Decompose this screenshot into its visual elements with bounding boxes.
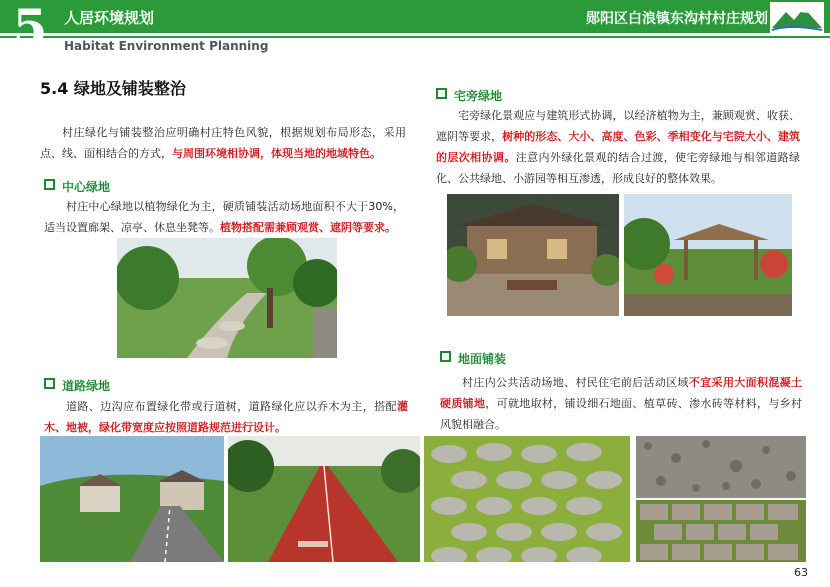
central-green-heading-text: 中心绿地 [62,180,111,194]
house-green-text-2: 注意内外绿化景观的结合过渡，使宅旁绿地与相邻道路绿化、公共绿地、小游园等相互渗透，形成良好的整体效果。 [436,151,801,185]
gravel-photo [636,436,806,498]
intro-paragraph [40,122,406,164]
grass-paver-photo [424,436,630,562]
checkbox-square-icon [44,378,55,389]
paving-emphasis: 不宜采用大面积混凝土硬质铺地 [440,376,803,410]
house-green-heading-text: 宅旁绿地 [454,89,503,103]
paving-heading-text: 地面铺装 [458,352,507,366]
red-path-photo [228,436,420,562]
central-green-text: 村庄中心绿地以植物绿化为主，硬质铺装活动场地面积不大于30%，适当设置廊架、凉亭、休息坐凳等。 [44,200,404,234]
courtyard-photo [447,194,619,316]
header-underline [0,36,830,38]
cobblestone-photo [636,500,806,562]
central-green-emphasis: 植物搭配需兼顾观赏、遮阴等要求。 [220,221,396,234]
checkbox-square-icon [436,88,447,99]
central-green-photo [117,238,337,358]
house-green-text-1: 宅旁绿化景观应与建筑形式协调，以经济植物为主，兼顾观赏、收获、遮阴等要求， [436,109,800,143]
road-green-heading-text: 道路绿地 [62,379,111,393]
village-road-photo [40,436,224,562]
pergola-photo [624,194,792,316]
page-number: 63 [794,566,808,579]
chapter-number: 5 [12,0,48,57]
chapter-title-en: Habitat Environment Planning [64,39,269,53]
road-green-text: 道路、边沟应布置绿化带或行道树，道路绿化应以乔木为主，搭配 [66,400,397,413]
paving-paragraph [440,372,802,435]
road-green-heading [44,377,110,394]
house-green-heading [436,87,502,104]
house-green-paragraph [436,105,800,189]
road-green-paragraph [44,396,408,438]
road-green-emphasis: 灌木、地被，绿化带宽度应按照道路规范进行设计。 [44,400,408,434]
checkbox-square-icon [44,179,55,190]
chapter-title-cn: 人居环境规划 [64,9,155,27]
paving-text-2: ，可就地取材，铺设细石地面、植草砖、渗水砖等材料，与乡村风貌相融合。 [440,397,803,431]
mountain-logo-icon [770,2,824,34]
central-green-paragraph [44,196,404,238]
paving-heading [440,350,506,367]
intro-text: 村庄绿化与铺装整治应明确村庄特色风貌，根据规划布局形态，采用点、线、面相结合的方式， [40,126,406,160]
intro-emphasis: 与周围环境相协调，体现当地的地域特色。 [172,147,381,160]
checkbox-square-icon [440,351,451,362]
house-green-emphasis: 树种的形态、大小、高度、色彩、季相变化与宅院大小、建筑的层次相协调。 [436,130,800,164]
paving-text-1: 村庄内公共活动场地、村民住宅前后活动区域 [462,376,689,389]
section-title: 5.4 绿地及铺装整治 [40,79,186,98]
central-green-heading [44,178,110,195]
document-title: 郧阳区白浪镇东沟村村庄规划 [586,11,768,27]
